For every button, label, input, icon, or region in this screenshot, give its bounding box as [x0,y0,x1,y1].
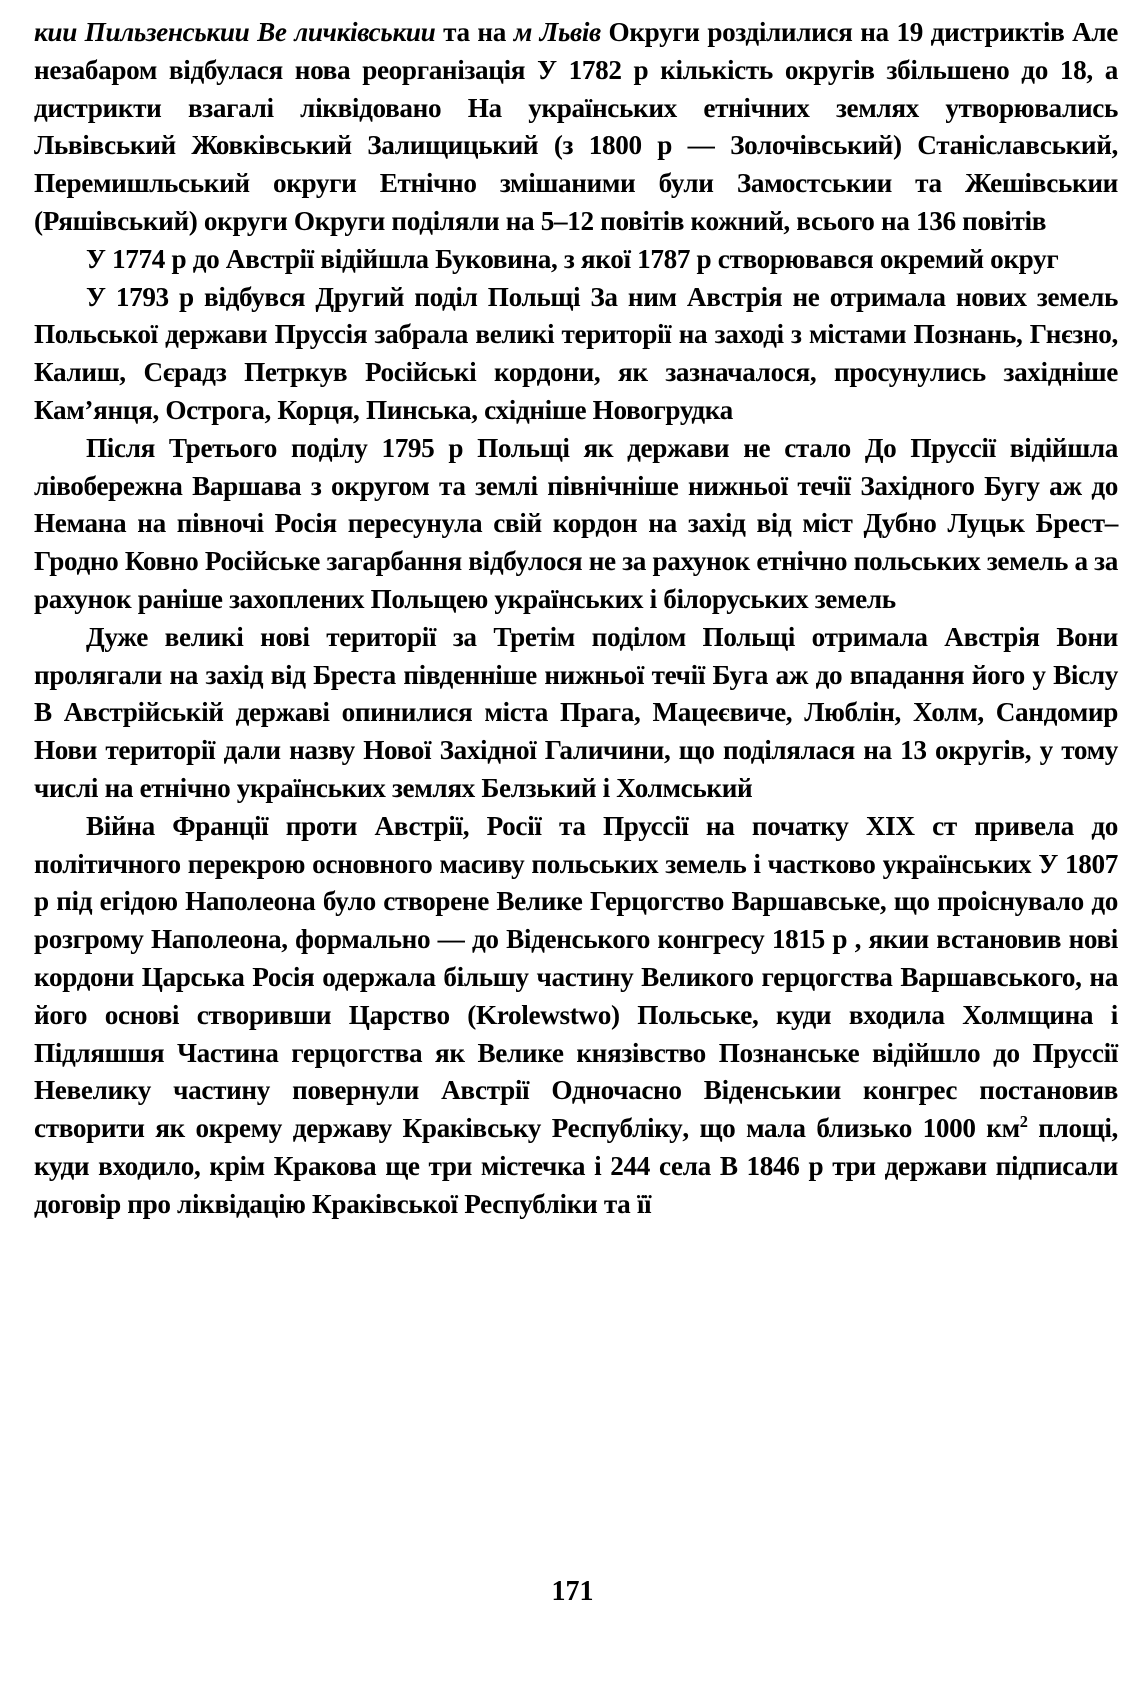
paragraph [34,241,1118,279]
paragraph [34,279,1118,430]
paragraph-text: У 1774 р до Австрії відійшла Буковина, з якої 1787 р створювався окремий округ [86,243,1059,274]
italic-text: кии Пильзенськии Ве личківськии [34,17,436,47]
paragraph [34,430,1118,619]
paragraph [34,14,1118,241]
paragraph-text: Округи розділилися на 19 дистриктів Але незабаром відбулася нова реорганізація У 1782 р кількість округів збільшено до 18, а дистрикти взагалі ліквідовано На українських етнічних землях утворювались [34,17,1119,123]
paragraph-text: Війна Франції проти Австрії, Росії та Пруссії на початку XIX ст привела до політичного перекрою основного масиву польських земель і частково українських У 1807 р під егідою Наполеона було створене Велике Герцогство Варшавське, що проіснувало до розгрому Наполеона, формально — до Віденського конгресу 1815 р , якии встановив нові кордони Царська Росія одержала більшу частину Великого герцогства Варшавського, на його основі створивши Царство (Krolewstwo) Польське, куди входила Холмщина і Підляшшя Частина герцогства як Велике князівство Познанське відійшло до Пруссії Невелику частину повернули Австрії Одночасно Віденськии конгрес постановив створити як окрему державу [34,810,1118,1144]
paragraph-text: площі, куди входило, крім Кракова ще три містечка і 244 села В 1846 р три держави підписали договір про ліквідацію Краківської Республіки та її [34,1113,1118,1219]
page-number: 171 [551,1576,594,1607]
superscript: 2 [1019,1112,1028,1132]
paragraph-text: , що мала близько 1000 км [682,1113,1020,1144]
paragraph-text: округи Етнічно змішаними були Замостськии та Жешівськии (Ряшівський) округи Округи поділяли на 5–12 повітів кожний, всього на 136 повітів [34,168,1118,236]
paragraph [34,619,1118,808]
page-text-body [34,14,1118,1224]
emphasized-text: Краківську Республіку [402,1113,683,1144]
italic-text: м Львів [513,17,601,47]
paragraph-text: У 1793 р відбувся Другий поділ Польщі За ним Австрія не отримала нових земель Польської держави Пруссія забрала великі території на заході з містами Познань, Гнєзно, Калиш, Сєрадз Петркув Російські кордони, як зазначалося, просунулись західніше Кам’янця, Острога, Корця, Пинська, східніше Новогрудка [34,281,1118,425]
emphasized-text: Львівський Жовківський Залищицький (з 1800 р — Золочівський) Станіславський, Перемишльський [34,130,1118,199]
paragraph [34,808,1118,1224]
paragraph-text: та на [435,17,514,47]
paragraph-text: Дуже великі нові території за Третім поділом Польщі отримала Австрія Вони пролягали на захід від Бреста південніше нижньої течії Буга аж до впадання його у Віслу В Австрійській державі опинилися міста Прага, Мацеєвиче, Люблін, Холм, Сандомир Нови території дали назву Нової Західної Галичини, що поділялася на 13 округів, у тому числі на етнічно українських землях Белзький і Холмський [34,621,1118,803]
paragraph-text: Після Третього поділу 1795 р Польщі як держави не стало До Пруссії відійшла лівобережна Варшава з округом та землі північніше нижньої течії Західного Бугу аж до Немана на півночі Росія пересунула свій кордон на захід від міст Дубно Луцьк Брест–Гродно Ковно Російське загарбання відбулося не за рахунок етнічно польських земель а за рахунок раніше захоплених Польщею українських і білоруських земель [34,432,1118,614]
